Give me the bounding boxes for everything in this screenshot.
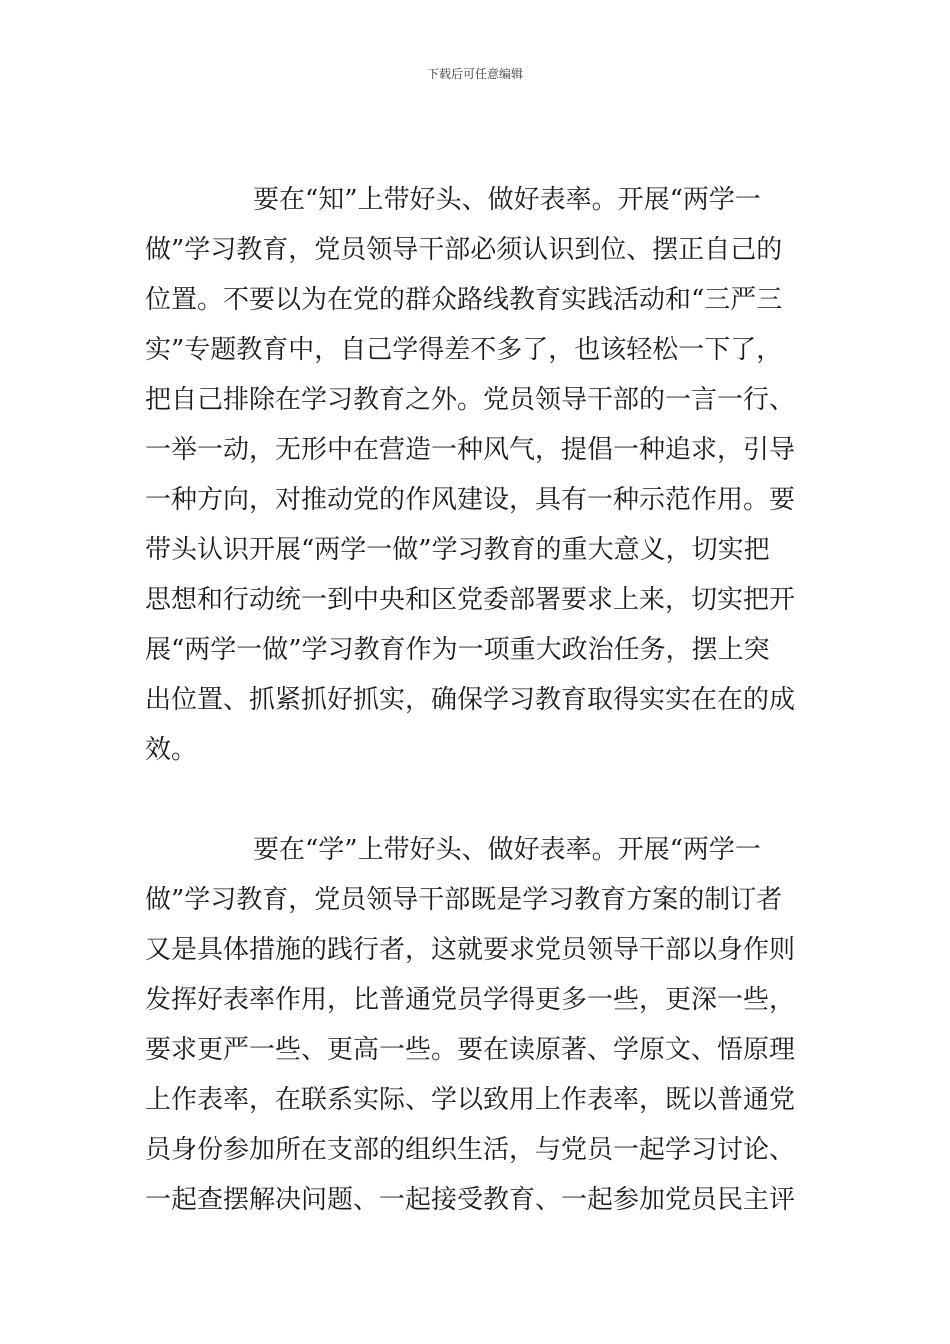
paragraph-1 bbox=[145, 175, 805, 775]
text-line: 实”专题教育中，自己学得差不多了，也该轻松一下了， bbox=[145, 335, 783, 365]
text-line: 做”学习教育，党员领导干部必须认识到位、摆正自己的 bbox=[145, 235, 783, 265]
text-line: 员身份参加所在支部的组织生活，与党员一起学习讨论、 bbox=[145, 1135, 796, 1165]
text-line: 位置。不要以为在党的群众路线教育实践活动和“三严三 bbox=[145, 285, 783, 315]
text-line: 带头认识开展“两学一做”学习教育的重大意义，切实把 bbox=[145, 535, 770, 565]
text-line: 做”学习教育，党员领导干部既是学习教育方案的制订者 bbox=[145, 885, 783, 915]
text-line: 一举一动，无形中在营造一种风气，提倡一种追求，引导 bbox=[145, 435, 796, 465]
text-line: 又是具体措施的践行者，这就要求党员领导干部以身作则 bbox=[145, 935, 796, 965]
paragraph-spacer bbox=[145, 775, 805, 825]
text-line: 把自己排除在学习教育之外。党员领导干部的一言一行、 bbox=[145, 385, 796, 415]
text-line: 要在“学”上带好头、做好表率。开展“两学一 bbox=[253, 835, 761, 865]
document-body bbox=[145, 175, 805, 1225]
text-line: 出位置、抓紧抓好抓实，确保学习教育取得实实在在的成 bbox=[145, 685, 796, 715]
page-header: 下载后可任意编辑 bbox=[426, 67, 523, 81]
text-line: 发挥好表率作用，比普通党员学得更多一些，更深一些， bbox=[145, 985, 796, 1015]
text-line: 一种方向，对推动党的作风建设，具有一种示范作用。要 bbox=[145, 485, 796, 515]
text-line: 思想和行动统一到中央和区党委部署要求上来，切实把开 bbox=[145, 585, 796, 615]
text-line: 要求更严一些、更高一些。要在读原著、学原文、悟原理 bbox=[145, 1035, 796, 1065]
text-line: 展“两学一做”学习教育作为一项重大政治任务，摆上突 bbox=[145, 635, 770, 665]
text-line: 效。 bbox=[145, 735, 198, 765]
text-line: 一起查摆解决问题、一起接受教育、一起参加党员民主评 bbox=[145, 1185, 796, 1215]
text-line: 上作表率，在联系实际、学以致用上作表率，既以普通党 bbox=[145, 1085, 796, 1115]
text-line: 要在“知”上带好头、做好表率。开展“两学一 bbox=[253, 185, 761, 215]
paragraph-2 bbox=[145, 825, 805, 1225]
